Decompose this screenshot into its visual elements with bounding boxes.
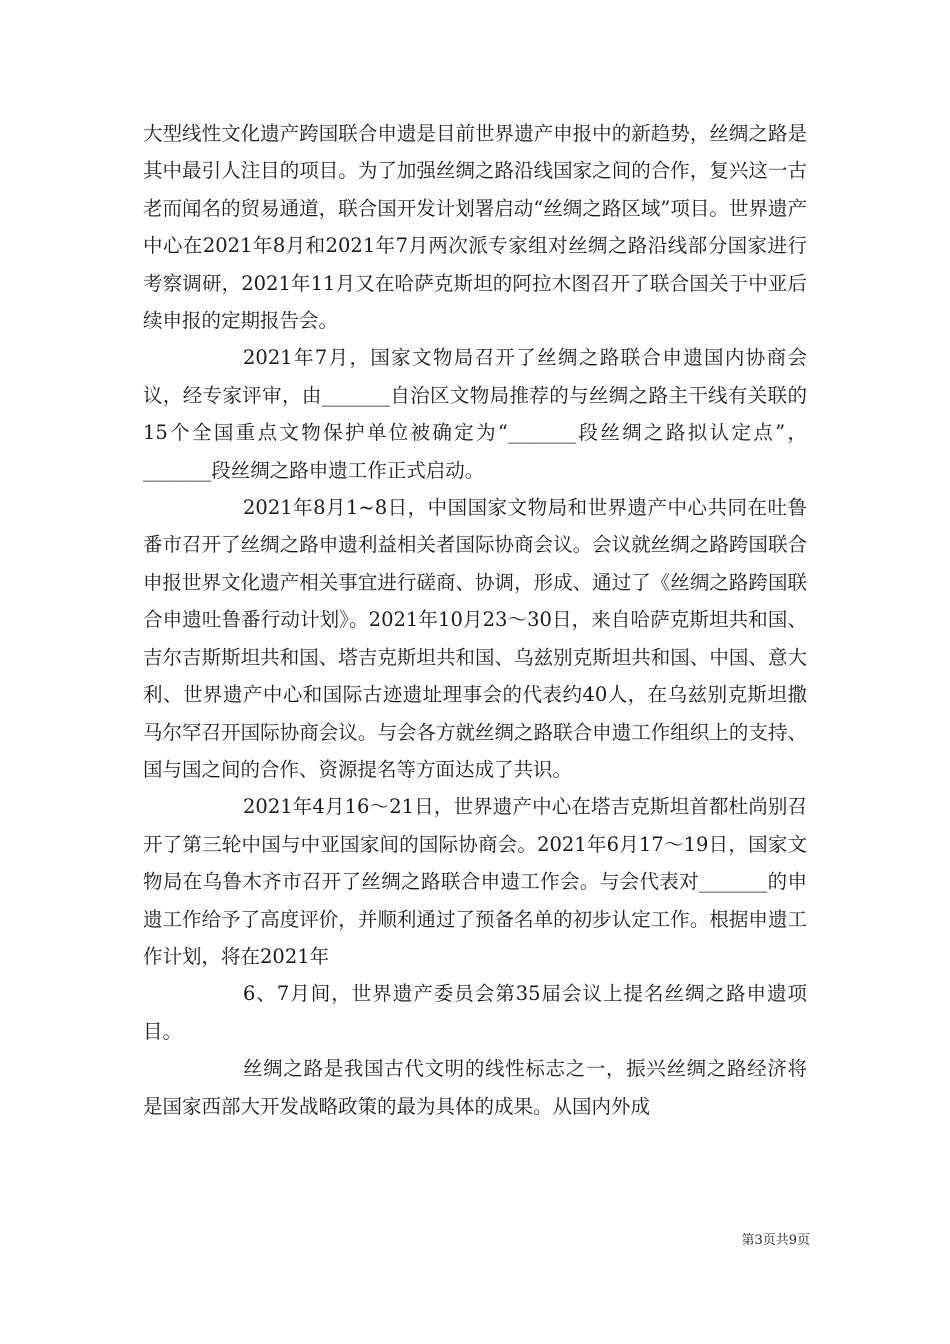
page-number: 第3页共9页 [741, 1233, 810, 1248]
paragraph-2: 2021年7月，国家文物局召开了丝绸之路联合申遗国内协商会议，经专家评审，由_______自治区文物局推荐的与丝绸之路主干线有关联的15个全国重点文物保护单位被确定为“_______段丝绸之路拟认定点”，_______段丝绸之路申遗工作正式启动。 [143, 346, 807, 482]
paragraph-4: 2021年4月16～21日，世界遗产中心在塔吉克斯坦首都杜尚别召开了第三轮中国与中亚国家间的国际协商会。2021年6月17～19日，国家文物局在乌鲁木齐市召开了丝绸之路联合申遗工作会。与会代表对_______的申遗工作给予了高度评价，并顺利通过了预备名单的初步认定工作。根据申遗工作计划，将在2021年 [143, 795, 807, 968]
paragraph-3: 2021年8月1~8日，中国国家文物局和世界遗产中心共同在吐鲁番市召开了丝绸之路申遗利益相关者国际协商会议。会议就丝绸之路跨国联合申报世界文化遗产相关事宜进行磋商、协调，形成、通过了《丝绸之路跨国联合申遗吐鲁番行动计划》。2021年10月23～30日，来自哈萨克斯坦共和国、吉尔吉斯斯坦共和国、塔吉克斯坦共和国、乌兹别克斯坦共和国、中国、意大利、世界遗产中心和国际古迹遗址理事会的代表约40人，在乌兹别克斯坦撒马尔罕召开国际协商会议。与会各方就丝绸之路联合申遗工作组织上的支持、国与国之间的合作、资源提名等方面达成了共识。 [143, 496, 807, 781]
paragraph-5: 6、7月间，世界遗产委员会第35届会议上提名丝绸之路申遗项目。 [143, 982, 807, 1043]
paragraph-1: 大型线性文化遗产跨国联合申遗是目前世界遗产申报中的新趋势，丝绸之路是其中最引人注目的项目。为了加强丝绸之路沿线国家之间的合作，复兴这一古老而闻名的贸易通道，联合国开发计划署启动“丝绸之路区域”项目。世界遗产中心在2021年8月和2021年7月两次派专家组对丝绸之路沿线部分国家进行考察调研，2021年11月又在哈萨克斯坦的阿拉木图召开了联合国关于中亚后续申报的定期报告会。 [143, 122, 807, 333]
document-body [143, 115, 807, 1125]
paragraph-6: 丝绸之路是我国古代文明的线性标志之一，振兴丝绸之路经济将是国家西部大开发战略政策的最为具体的成果。从国内外成 [143, 1057, 807, 1118]
